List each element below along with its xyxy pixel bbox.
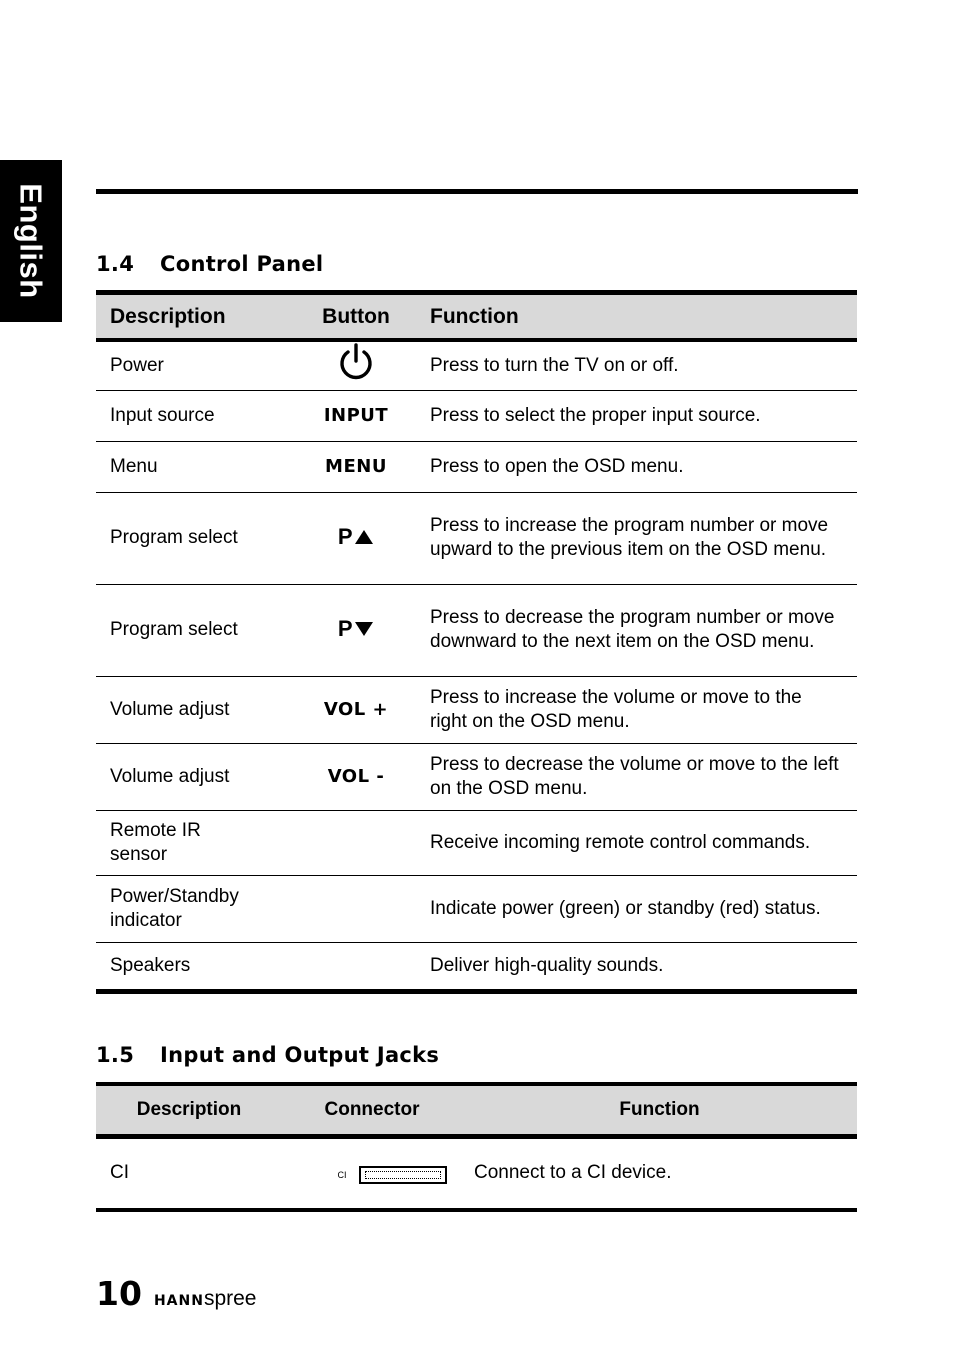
header-button: Button xyxy=(322,304,390,328)
row-function: Deliver high-quality sounds. xyxy=(430,954,664,976)
ci-slot-icon xyxy=(359,1166,447,1184)
table-row xyxy=(96,492,857,584)
triangle-up-icon xyxy=(354,529,374,545)
button-label: P xyxy=(337,524,354,549)
row-description: Power xyxy=(110,354,164,376)
row-function: Press to open the OSD menu. xyxy=(430,455,684,477)
table-row xyxy=(96,441,857,492)
row-description: Speakers xyxy=(110,954,191,976)
header-description: Description xyxy=(136,1099,242,1120)
jacks-table xyxy=(96,1082,857,1212)
row-function: Receive incoming remote control commands. xyxy=(430,831,811,853)
header-function: Function xyxy=(430,304,519,328)
table-row xyxy=(96,584,857,676)
row-function: Connect to a CI device. xyxy=(474,1162,672,1184)
table-row xyxy=(96,875,857,942)
button-label: P xyxy=(337,616,354,641)
table-row xyxy=(96,340,857,390)
header-description: Description xyxy=(110,304,226,328)
row-description: CI xyxy=(110,1162,129,1184)
section-number: 1.4 xyxy=(96,252,135,276)
header-connector: Connector xyxy=(324,1099,420,1120)
row-description: Volume adjust xyxy=(110,765,230,787)
table-row xyxy=(96,390,857,441)
table-header-row xyxy=(96,1084,857,1137)
triangle-down-icon xyxy=(354,621,374,637)
row-button: INPUT xyxy=(323,404,389,426)
row-connector xyxy=(282,1137,462,1210)
row-button: VOL + xyxy=(323,698,389,720)
section-number: 1.5 xyxy=(96,1043,135,1067)
table-row xyxy=(96,1137,857,1210)
header-function: Function xyxy=(619,1099,700,1120)
row-button xyxy=(296,942,416,991)
row-description: Program select xyxy=(110,619,238,640)
row-description: Remote IR sensor xyxy=(110,819,201,865)
page-footer xyxy=(96,1274,256,1313)
row-function: Indicate power (green) or standby (red) status. xyxy=(430,897,821,919)
table-row xyxy=(96,942,857,991)
section-heading: Input and Output Jacks xyxy=(160,1043,440,1067)
row-description: Input source xyxy=(110,404,215,426)
row-description: Volume adjust xyxy=(110,698,230,720)
row-function: Press to select the proper input source. xyxy=(430,404,761,426)
row-description: Menu xyxy=(110,455,158,477)
power-icon xyxy=(337,342,375,382)
section-title-jacks xyxy=(96,1043,439,1067)
row-button: MENU xyxy=(325,455,387,477)
section-heading: Control Panel xyxy=(160,252,324,276)
top-rule xyxy=(96,189,858,194)
row-function: Press to turn the TV on or off. xyxy=(430,354,679,376)
row-function: Press to decrease the volume or move to the left on the OSD menu. xyxy=(430,753,839,799)
control-panel-table xyxy=(96,290,857,994)
row-button xyxy=(296,492,416,584)
brand-light: spree xyxy=(203,1287,257,1310)
page-number: 10 xyxy=(96,1274,142,1313)
table-header-row xyxy=(96,293,857,341)
row-button xyxy=(296,584,416,676)
row-button: VOL - xyxy=(327,765,385,787)
row-function: Press to increase the volume or move to the right on the OSD menu. xyxy=(430,686,802,732)
row-function: Press to decrease the program number or move downward to the next item on the OSD menu. xyxy=(430,607,835,652)
section-title-control-panel xyxy=(96,252,323,276)
ci-connector-label: CI xyxy=(337,1170,347,1181)
row-description: Program select xyxy=(110,527,238,548)
row-description: Power/Standby indicator xyxy=(110,885,239,931)
brand-bold: HANN xyxy=(153,1293,204,1309)
language-tab-label: English xyxy=(14,183,50,299)
table-row xyxy=(96,743,857,810)
table-row xyxy=(96,676,857,743)
row-function: Press to increase the program number or move upward to the previous item on the OSD menu. xyxy=(430,515,829,560)
table-row xyxy=(96,810,857,875)
row-button xyxy=(296,340,416,390)
row-button xyxy=(296,810,416,875)
row-button xyxy=(296,875,416,942)
language-tab xyxy=(0,160,62,322)
brand-logo xyxy=(154,1287,257,1311)
